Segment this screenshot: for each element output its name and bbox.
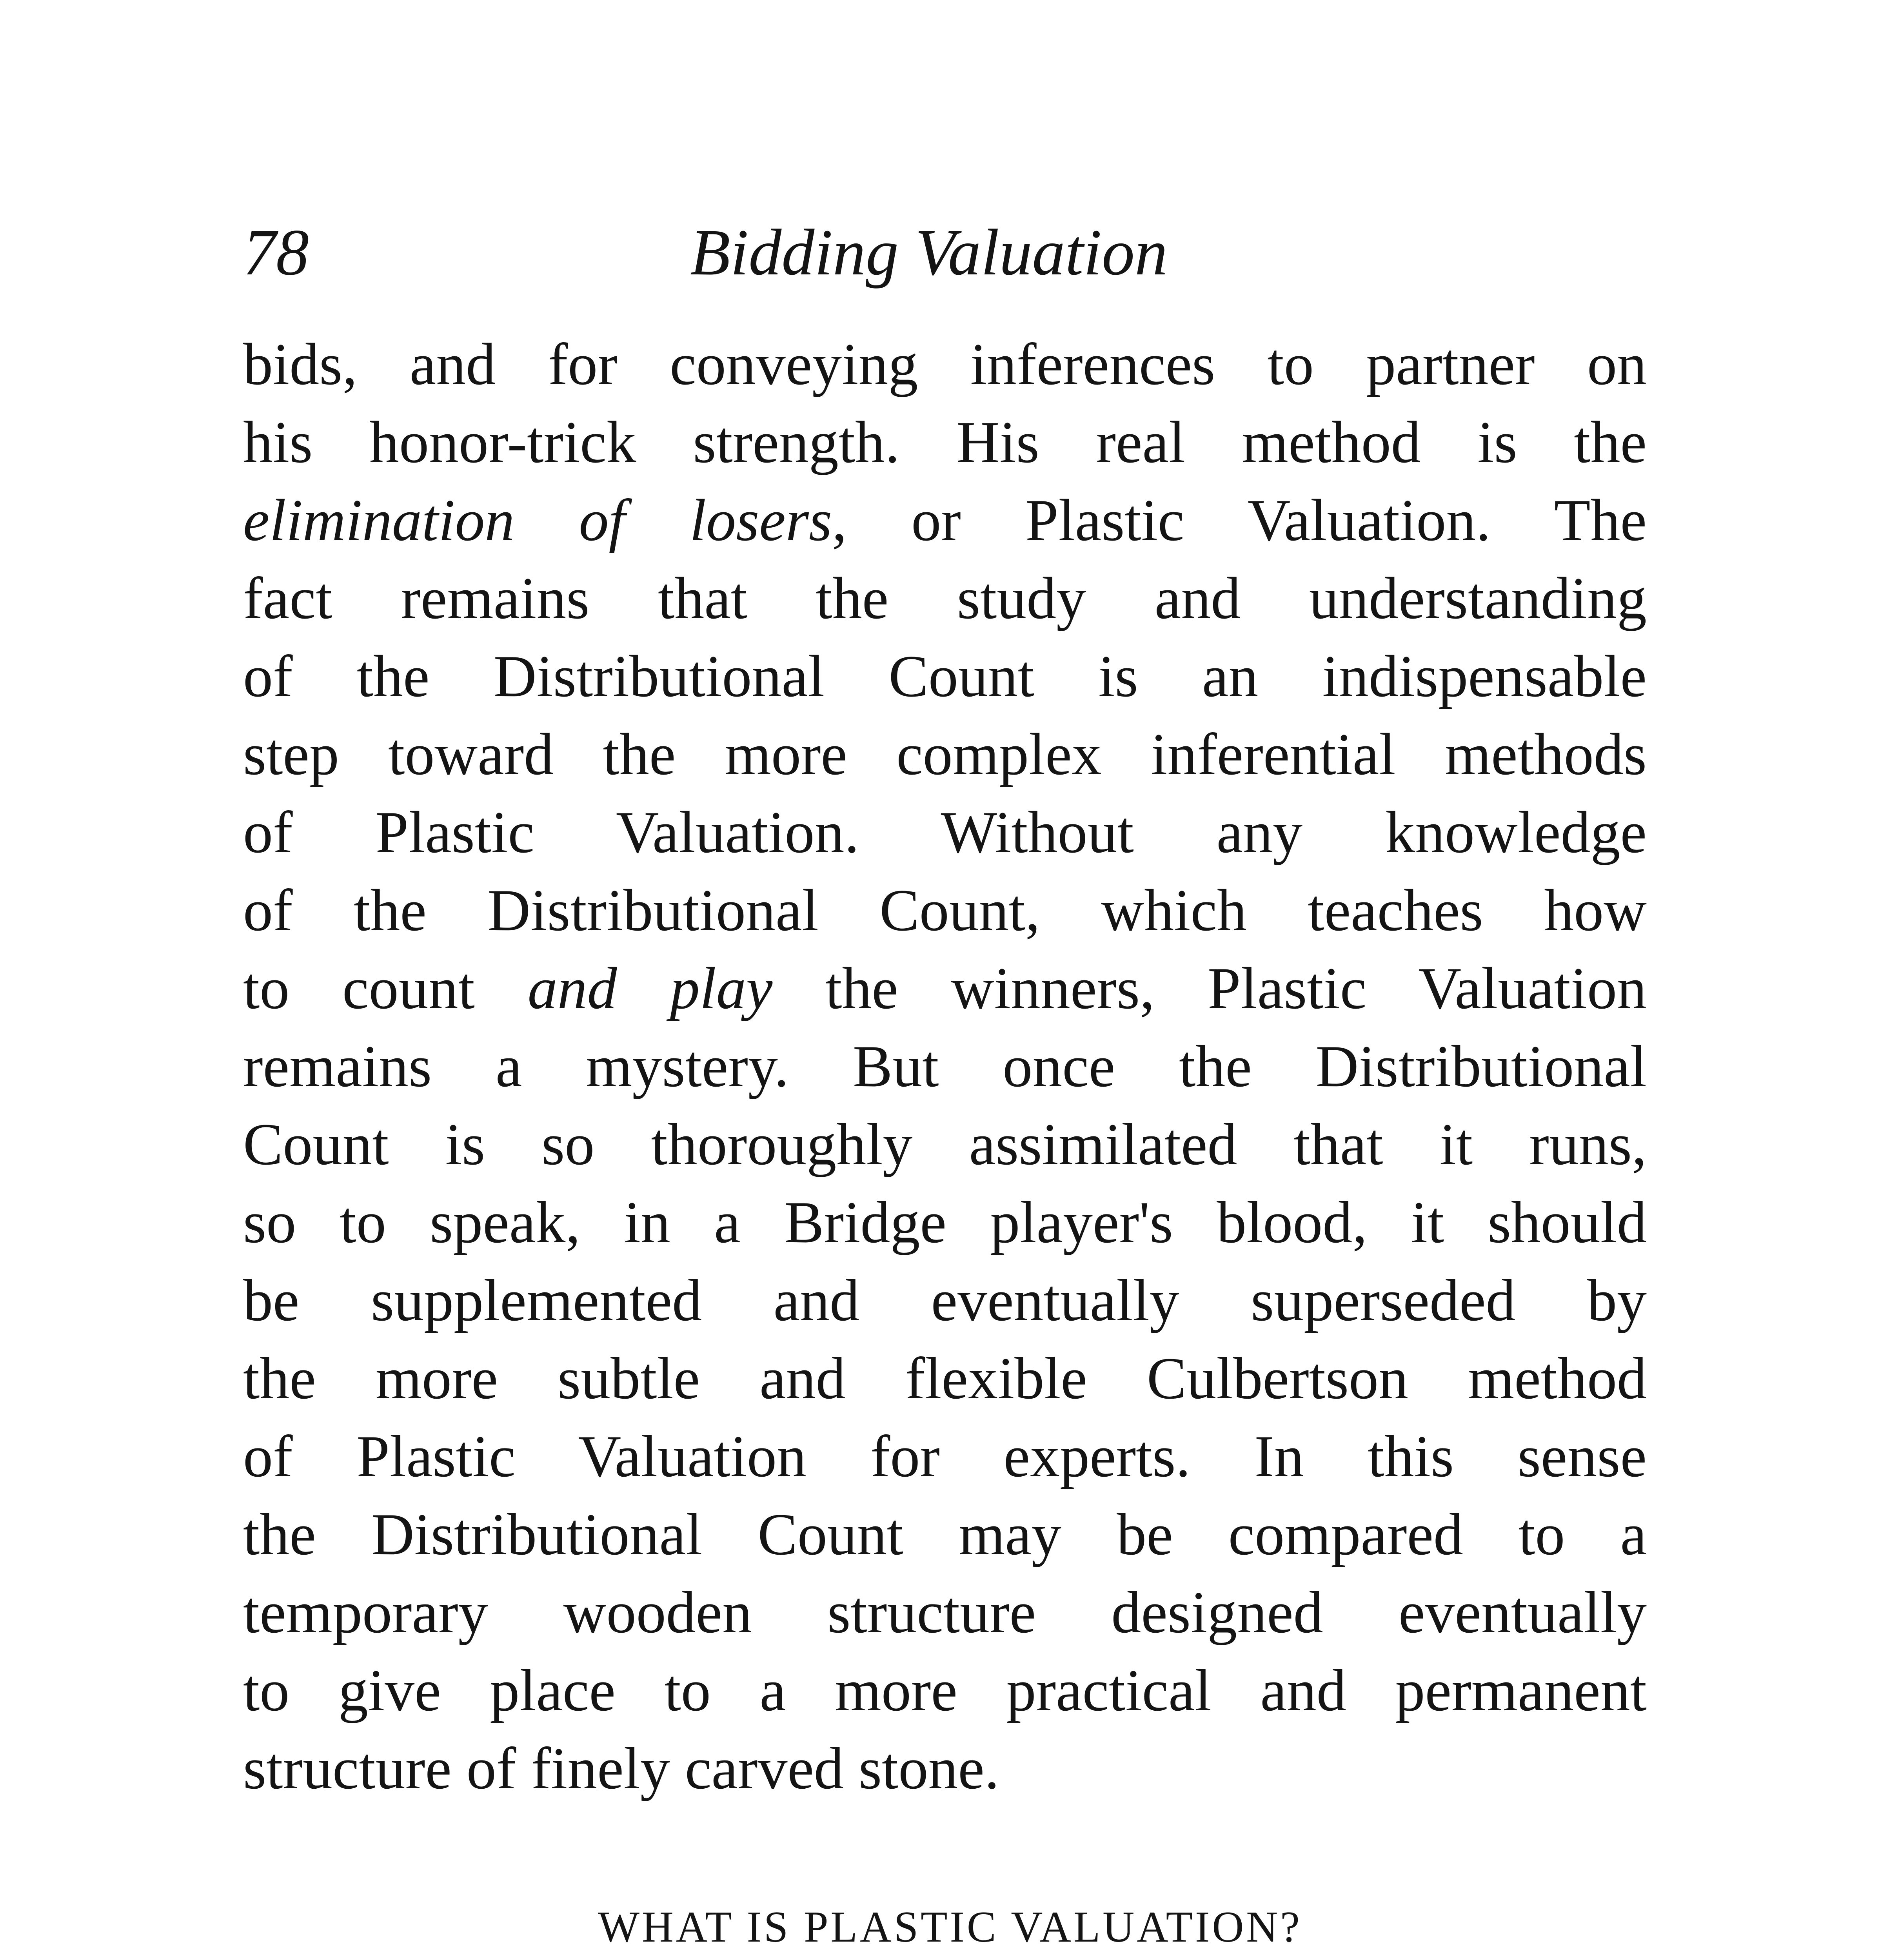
section-heading: WHAT IS PLASTIC VALUATION? bbox=[598, 1903, 1302, 1951]
text-line: temporary wooden structure designed eventually bbox=[243, 1579, 1647, 1645]
emphasis-text: elimination of losers bbox=[243, 487, 832, 553]
text-line: step toward the more complex inferential methods bbox=[243, 721, 1647, 787]
text-line: Count is so thoroughly assimilated that it runs, bbox=[243, 1111, 1647, 1177]
text-fragment: to count bbox=[243, 955, 528, 1021]
text-line: of the Distributional Count, which teaches how bbox=[243, 877, 1647, 943]
text-line bbox=[243, 949, 1647, 1027]
text-line: of Plastic Valuation. Without any knowledge bbox=[243, 799, 1647, 865]
text-line: his honor-trick strength. His real method is the bbox=[243, 409, 1647, 475]
running-head: Bidding Valuation bbox=[690, 216, 1168, 289]
emphasis-text: and play bbox=[527, 955, 773, 1021]
text-fragment: the winners, Plastic Valuation bbox=[772, 955, 1647, 1021]
text-fragment: , or Plastic Valuation. The bbox=[832, 487, 1647, 553]
text-line: remains a mystery. But once the Distributional bbox=[243, 1033, 1647, 1099]
page-number: 78 bbox=[243, 216, 309, 289]
text-line bbox=[243, 481, 1647, 559]
text-line: the more subtle and flexible Culbertson method bbox=[243, 1345, 1647, 1411]
body-paragraph bbox=[243, 325, 1647, 1808]
text-line: so to speak, in a Bridge player's blood, it should bbox=[243, 1189, 1647, 1255]
text-line: fact remains that the study and understanding bbox=[243, 565, 1647, 631]
text-line: bids, and for conveying inferences to partner on bbox=[243, 331, 1647, 397]
page-header bbox=[243, 216, 1655, 298]
text-line: to give place to a more practical and permanent bbox=[243, 1657, 1647, 1723]
text-line: of Plastic Valuation for experts. In this sense bbox=[243, 1423, 1647, 1489]
text-line: of the Distributional Count is an indispensable bbox=[243, 643, 1647, 709]
text-line: be supplemented and eventually superseded by bbox=[243, 1267, 1647, 1333]
text-line: structure of finely carved stone. bbox=[243, 1735, 999, 1801]
text-line: the Distributional Count may be compared to a bbox=[243, 1501, 1647, 1567]
